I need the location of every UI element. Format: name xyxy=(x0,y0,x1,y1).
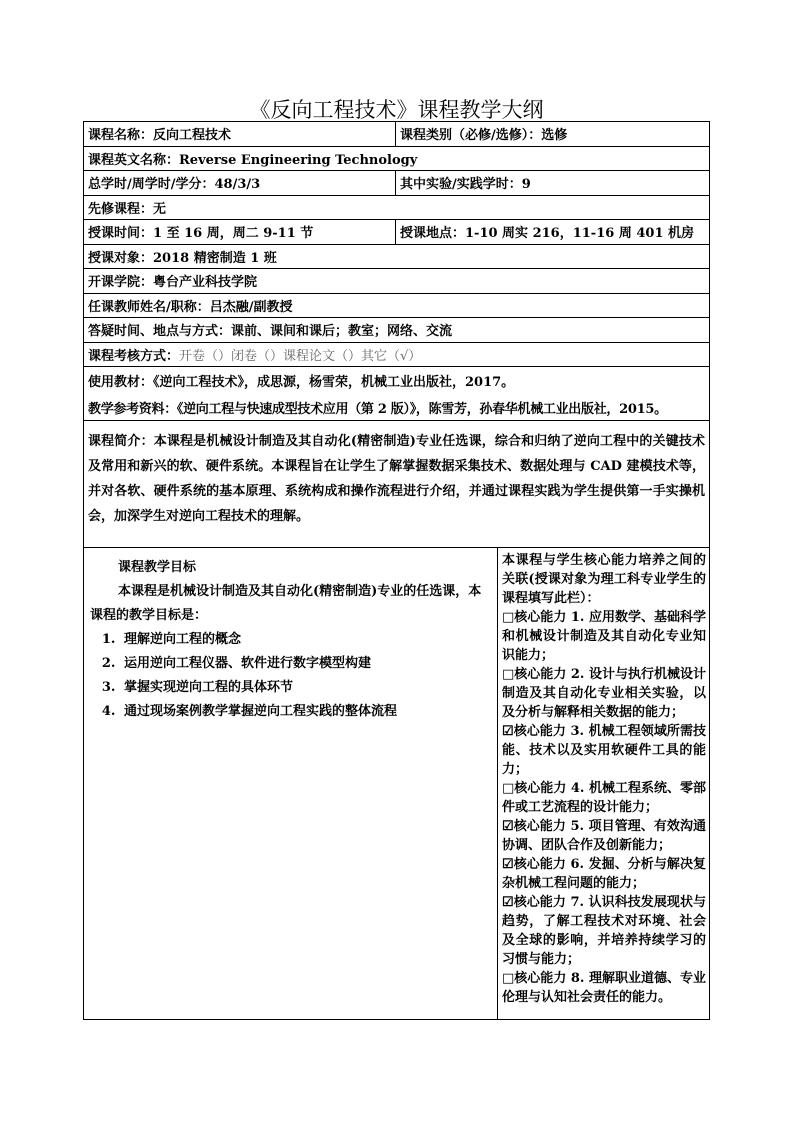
reference: 教学参考资料：《逆向工程与快速成型技术应用（第 2 版）》，陈雪芳，孙春华机械工业出版社，2015。 xyxy=(88,401,667,417)
english-name: 课程英文名称：Reverse Engineering Technology xyxy=(88,152,418,168)
checkbox-checked-icon: ☑ xyxy=(502,724,514,739)
materials xyxy=(84,367,709,420)
objective-item: 3. 掌握实现逆向工程的具体环节 xyxy=(120,676,491,700)
lab-hours: 其中实验/实践学时：9 xyxy=(400,177,531,193)
checkbox-icon: □ xyxy=(502,610,515,625)
row-english-name xyxy=(84,147,709,172)
objectives-heading: 课程教学目标 xyxy=(118,560,197,575)
audience: 授课对象：2018 精密制造 1 班 xyxy=(88,250,277,266)
row-hours xyxy=(84,171,709,196)
competency-item: ☑核心能力 6. 发掘、分析与解决复杂机械工程问题的能力； xyxy=(502,857,706,891)
prerequisite: 先修课程：无 xyxy=(88,201,167,217)
row-qa xyxy=(84,318,709,343)
objectives-paragraph: 本课程是机械设计制造及其自动化(精密制造)专业的任选课，本课程的教学目标是： xyxy=(90,584,482,623)
row-schedule xyxy=(84,220,709,245)
checkbox-checked-icon: ☑ xyxy=(502,857,514,872)
row-audience xyxy=(84,245,709,270)
syllabus-table xyxy=(83,121,710,1020)
checkbox-checked-icon: ☑ xyxy=(502,895,514,910)
competency-item: □核心能力 8. 理解职业道德、专业伦理与认知社会责任的能力。 xyxy=(502,971,706,1005)
objectives-section xyxy=(84,548,498,1019)
assessment-options: 开卷（）闭卷（）课程论文（）其它（√） xyxy=(179,348,422,364)
objective-item: 4. 通过现场案例教学掌握逆向工程实践的整体流程 xyxy=(120,700,491,724)
row-teacher xyxy=(84,294,709,319)
teacher: 任课教师姓名/职称：吕杰融/副教授 xyxy=(88,299,293,315)
checkbox-icon: □ xyxy=(502,781,515,796)
row-college xyxy=(84,269,709,294)
competency-item: □核心能力 4. 机械工程系统、零部件或工艺流程的设计能力； xyxy=(502,781,706,815)
row-materials xyxy=(84,367,709,421)
competencies-section xyxy=(498,548,709,1019)
competencies-heading: 本课程与学生核心能力培养之间的关联(授课对象为理工科专业学生的课程填写此栏）： xyxy=(502,553,706,606)
objectives-list xyxy=(90,628,491,724)
competency-item: ☑核心能力 5. 项目管理、有效沟通协调、团队合作及创新能力； xyxy=(502,819,706,853)
competency-item: ☑核心能力 7. 认识科技发展现状与趋势，了解工程技术对环境、社会及全球的影响，并培养持续学习的习惯与能力； xyxy=(502,895,706,967)
checkbox-icon: □ xyxy=(502,971,515,986)
row-intro xyxy=(84,421,709,548)
hours: 总学时/周学时/学分：48/3/3 xyxy=(84,171,396,195)
row-objectives xyxy=(84,548,709,1019)
objective-item: 1. 理解逆向工程的概念 xyxy=(120,628,491,652)
checkbox-icon: □ xyxy=(502,667,515,682)
course-name: 课程名称：反向工程技术 xyxy=(84,122,396,146)
competency-item: □核心能力 2. 设计与执行机械设计制造及其自动化专业相关实验，以及分析与解释相关数据的能力； xyxy=(502,667,706,720)
assessment xyxy=(84,343,709,367)
textbook: 使用教材：《逆向工程技术》，成思源，杨雪荣，机械工业出版社，2017。 xyxy=(88,374,515,390)
course-intro: 课程简介：本课程是机械设计制造及其自动化(精密制造)专业任选课，综合和归纳了逆向工程中的关键技术及常用和新兴的软、硬件系统。本课程旨在让学生了解掌握数据采集技术、数据处理与 CAD 建模技术等，并对各软、硬件系统的基本原理、系统构成和操作流程进行介绍，并通过课程实践为学生提供第一手实操机会，加深学生对逆向工程技术的理解。 xyxy=(88,434,705,524)
checkbox-checked-icon: ☑ xyxy=(502,819,514,834)
college: 开课学院：粤台产业科技学院 xyxy=(88,275,258,291)
objective-item: 2. 运用逆向工程仪器、软件进行数字模型构建 xyxy=(120,652,491,676)
qa: 答疑时间、地点与方式：课前、课间和课后；教室；网络、交流 xyxy=(88,324,453,340)
location: 授课地点：1-10 周实 216，11-16 周 401 机房 xyxy=(400,226,695,242)
competency-item: □核心能力 1. 应用数学、基础科学和机械设计制造及其自动化专业知识能力； xyxy=(502,610,706,663)
row-course-name xyxy=(84,122,709,147)
row-assessment xyxy=(84,343,709,368)
schedule: 授课时间：1 至 16 周，周二 9-11 节 xyxy=(84,220,396,244)
competency-item: ☑核心能力 3. 机械工程领域所需技能、技术以及实用软硬件工具的能力； xyxy=(502,724,706,777)
document-title: 《反向工程技术》课程教学大纲 xyxy=(249,98,544,122)
assessment-label: 课程考核方式： xyxy=(88,348,180,364)
course-type: 课程类别（必修/选修）：选修 xyxy=(400,128,568,144)
row-prerequisite xyxy=(84,196,709,221)
